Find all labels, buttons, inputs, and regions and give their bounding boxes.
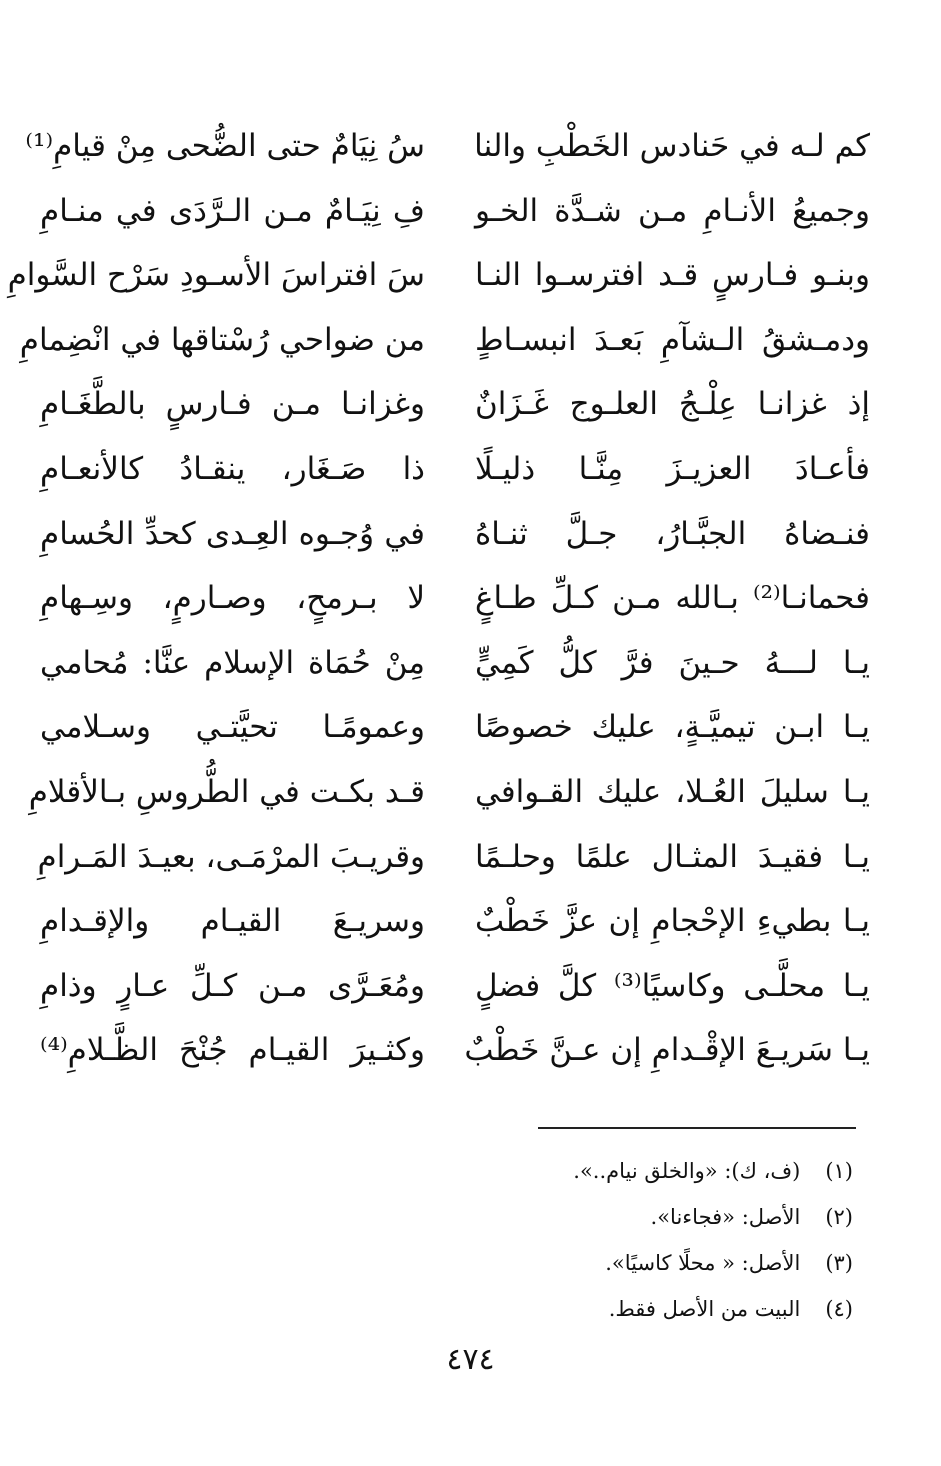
footnote	[353, 1148, 853, 1194]
verse-first-hemistich: إذ غزانـا عِلْـجُ العلـوج غَـزَانٌ	[475, 386, 870, 423]
verse-first-hemistich: يـا لـــهُ حـينَ فرَّ كلُّ كَمِيٍّ	[475, 644, 870, 681]
verse-first-hemistich: فنـضاهُ الجبَّـارُ، جـلَّ ثنـاهُ	[475, 515, 870, 552]
verse-first-hemistich: يـا فقيـدَ المثـال علمًا وحلـمًا	[475, 838, 870, 875]
verse-second-hemistich: لا بـرمحٍ، وصـارمٍ، وسِـهامِ	[40, 580, 425, 617]
verse	[28, 764, 870, 829]
verse-second-hemistich: وقريـبَ المرْمَـى، بعيـدَ المَـرامِ	[37, 838, 425, 875]
verse-second-hemistich: سُ نِيَامٌ حتى الضُّحى مِنْ قيامِ⁽¹⁾	[25, 128, 425, 164]
footnote-text: (ف، ك): «والخلق نيام..».	[573, 1159, 801, 1183]
verse	[40, 635, 870, 700]
verse-second-hemistich: ذا صَـغَار، ينقـادُ كالأنعـامِ	[40, 450, 425, 487]
verse-second-hemistich: وغزانـا مـن فـارسٍ بالطَّغَـامِ	[40, 386, 425, 423]
footnote-number: (١)	[825, 1159, 853, 1183]
verse-second-hemistich: من ضواحي رُسْتاقها في انْضِمامِ	[19, 321, 425, 358]
verse-second-hemistich: فِ نِيَـامٌ مـن الـرَّدَى في منـامِ	[40, 192, 425, 229]
footnote	[353, 1194, 853, 1240]
verse-first-hemistich: فحمانـا⁽²⁾ بـالله مـن كـلِّ طـاغٍ	[475, 580, 870, 617]
footnotes	[353, 1148, 853, 1332]
poem	[7, 118, 870, 1087]
verse	[7, 247, 870, 312]
footnote-text: الأصل: « محلًا كاسيًا».	[605, 1251, 801, 1275]
verse-second-hemistich: قـد بكـت في الطُّروسِ بـالأقلامِ	[28, 773, 425, 810]
verse	[25, 118, 870, 183]
verse	[40, 893, 870, 958]
verse	[40, 570, 870, 635]
verse-second-hemistich: وسريـعَ القيـام والإقـدامِ	[40, 903, 425, 940]
verse-first-hemistich: يـا محلَّـى وكاسيًا⁽³⁾ كلَّ فضلٍ	[475, 967, 870, 1004]
verse-second-hemistich: سَ افتراسَ الأسـودِ سَرْح السَّوامِ	[7, 257, 425, 294]
verse-second-hemistich: مِنْ حُمَاة الإسلام عنَّا: مُحامي	[40, 644, 425, 681]
verse	[37, 829, 870, 894]
footnote-number: (٤)	[825, 1297, 853, 1321]
verse	[40, 183, 870, 248]
footnote	[353, 1286, 853, 1332]
verse	[19, 312, 870, 377]
verse-second-hemistich: وكثـيرَ القيـام جُنْحَ الظَّـلامِ⁽⁴⁾	[40, 1032, 425, 1069]
verse-first-hemistich: كم لـه في حَنادس الخَطْبِ والنا	[474, 128, 870, 164]
footnote-text: البيت من الأصل فقط.	[608, 1297, 801, 1321]
verse	[40, 506, 870, 571]
verse	[40, 441, 870, 506]
verse-first-hemistich: يـا سليلَ العُـلا، عليك القـوافي	[475, 773, 870, 810]
verse	[40, 376, 870, 441]
verse-first-hemistich: يـا بطيءِ الإحْجامِ إن عزَّ خَطْبٌ	[475, 903, 870, 940]
verse-first-hemistich: يـا سَريـعَ الإقْـدامِ إن عـنَّ خَطْبٌ	[464, 1032, 870, 1069]
verse-second-hemistich: ومُعَـرَّى مـن كـلِّ عـارٍ وذامِ	[40, 967, 425, 1004]
footnote-divider	[538, 1127, 856, 1129]
footnote-number: (٢)	[825, 1205, 853, 1229]
verse-first-hemistich: وجميعُ الأنـامِ مـن شـدَّة الخـو	[475, 192, 870, 229]
verse-first-hemistich: فأعـادَ العزيـزَ مِنَّـا ذليـلًا	[475, 450, 870, 487]
verse-first-hemistich: يـا ابـن تيميَّـةٍ، عليك خصوصًا	[475, 709, 870, 746]
footnote	[353, 1240, 853, 1286]
verse-first-hemistich: ودمـشقُ الـشآمِ بَعـدَ انبسـاطٍ	[475, 321, 870, 358]
verse	[40, 958, 870, 1023]
verse	[40, 1022, 870, 1087]
footnote-number: (٣)	[825, 1251, 853, 1275]
verse	[40, 699, 870, 764]
footnote-text: الأصل: «فجاءنا».	[650, 1205, 801, 1229]
verse-first-hemistich: وبنـو فـارسٍ قـد افترسـوا النـا	[475, 257, 870, 294]
verse-second-hemistich: في وُجـوه العِـدى كحدِّ الحُسامِ	[40, 515, 425, 552]
verse-second-hemistich: وعمومًـا تحيَّتـي وسـلامي	[40, 709, 425, 746]
page-number: ٤٧٤	[446, 1342, 495, 1377]
